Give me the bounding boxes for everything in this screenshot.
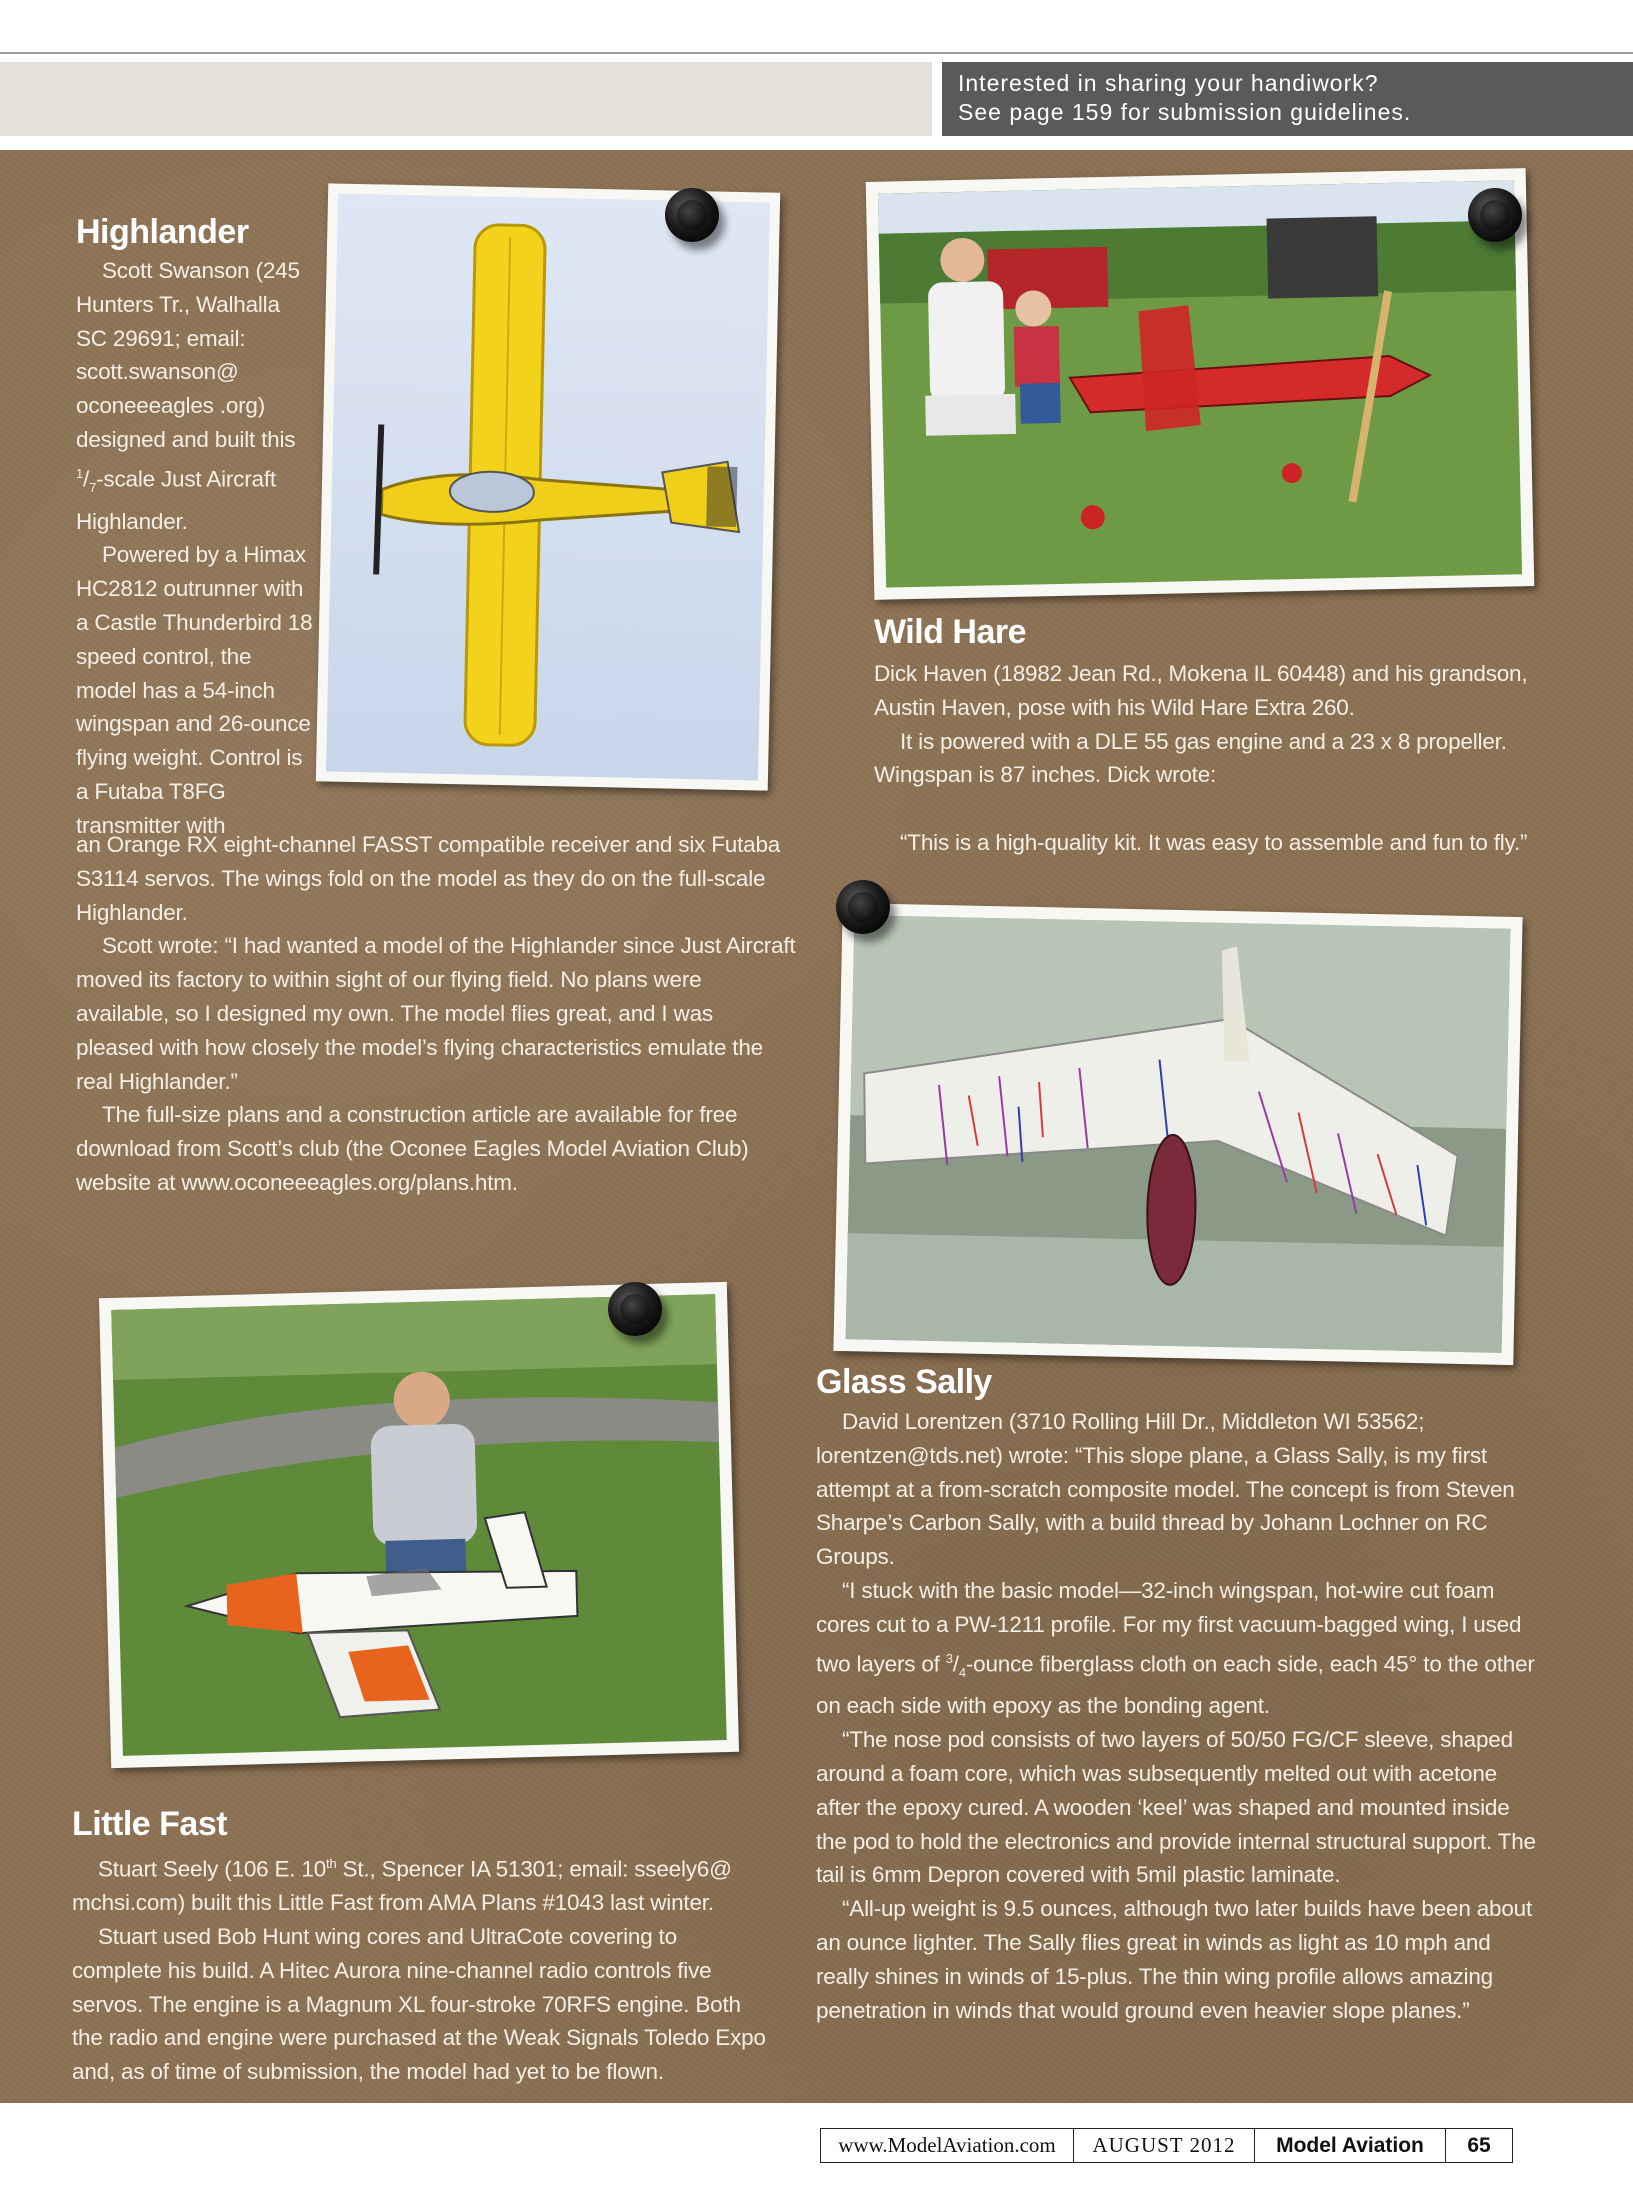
wild-hare-p2: It is powered with a DLE 55 gas engine and a 23 x 8 propeller. Wingspan is 87 inches. Dick wrote: — [874, 728, 1507, 788]
glass-sally-p2a: “I stuck with the basic model—32-inch wingspan, hot-wire cut foam cores cut to a PW-1211 profile. For my first vacuum-bagged wing, I used two layers of — [816, 1577, 1522, 1677]
little-fast-p1b: St., Spencer IA 51301; email: sseely6@ mchsi.com) built this Little Fast from AMA Plans #1043 last winter. — [72, 1856, 732, 1916]
footer-magazine: Model Aviation — [1255, 2129, 1446, 2162]
article-title-highlander: Highlander — [76, 213, 249, 251]
photo-glass-sally — [833, 903, 1522, 1365]
little-fast-p2: Stuart used Bob Hunt wing cores and UltraCote covering to complete his build. A Hitec Aurora nine-channel radio controls five servos. The engine is a Magnum XL four-stroke 70RFS engine. Both the radio and engine were purchased at the Weak Signals Toledo Expo and, as of time of submission, the model had yet to be flown. — [72, 1924, 766, 2085]
highlander-plane-image — [316, 183, 780, 790]
highlander-intro: Scott Swanson (245 Hunters Tr., Walhalla SC 29691; email: scott.swanson@ oconeeeagles .org) designed and built this $^1/_7$-scale Just Aircraft Highlander. Powered by a Himax HC2812 outrunner with a Castle Thunderbird 18 speed control, the model has a 54-inch wingspan and 26-ounce flying weight. Control is a Futaba T8FG transmitter with — [76, 254, 316, 843]
glass-sally-image — [833, 903, 1522, 1365]
fraction-numerator: 3 — [945, 1650, 953, 1666]
little-fast-image — [99, 1282, 739, 1768]
highlander-p4: The full-size plans and a construction article are available for free download from Scott’s club (the Oconee Eagles Model Aviation Club) website at www.oconeeeagles.org/plans.htm. — [76, 1102, 749, 1195]
wild-hare-body — [874, 657, 1539, 860]
highlander-body — [76, 828, 796, 1200]
highlander-p2: Powered by a Himax HC2812 outrunner with a Castle Thunderbird 18 speed control, the model has a 54-inch wingspan and 26-ounce flying weight. Control is a Futaba T8FG transmitter with — [76, 542, 313, 838]
pushpin-icon — [1468, 188, 1522, 242]
photo-little-fast — [99, 1282, 739, 1768]
glass-sally-p2b: -ounce fiberglass cloth on each side, each 45° to the other on each side with epoxy as the bonding agent. — [816, 1651, 1535, 1719]
banner-line-2: See page 159 for submission guidelines. — [958, 99, 1412, 125]
footer-issue: AUGUST 2012 — [1074, 2129, 1255, 2162]
banner-light-strip — [0, 62, 932, 136]
top-rule — [0, 52, 1633, 54]
highlander-p1-tail: -scale Just Aircraft Highlander. — [76, 466, 276, 534]
wild-hare-p1: Dick Haven (18982 Jean Rd., Mokena IL 60448) and his grandson, Austin Haven, pose with his Wild Hare Extra 260. — [874, 661, 1528, 720]
page-number: 65 — [1467, 2134, 1491, 2157]
fraction-numerator: 1 — [76, 465, 84, 481]
article-title-glass-sally: Glass Sally — [816, 1363, 992, 1401]
article-title-wild-hare: Wild Hare — [874, 613, 1027, 651]
banner-line-1: Interested in sharing your handiwork? — [958, 70, 1379, 96]
glass-sally-p3: “The nose pod consists of two layers of 50/50 FG/CF sleeve, shaped around a foam core, which was subsequently melted out with acetone after the epoxy cured. A wooden ‘keel’ was shaped and mounted inside the pod to hold the electronics and provide internal structural support. The tail is 6mm Depron covered with 5mil plastic laminate. — [816, 1727, 1536, 1888]
wild-hare-image — [866, 168, 1535, 600]
page-footer — [820, 2128, 1513, 2163]
little-fast-body — [72, 1847, 772, 2089]
pushpin-icon — [608, 1282, 662, 1336]
pushpin-icon — [665, 188, 719, 242]
fraction-denominator: 4 — [958, 1664, 966, 1680]
highlander-p1: Scott Swanson (245 Hunters Tr., Walhalla SC 29691; email: scott.swanson@ oconeeeagles .org) designed and built this — [76, 258, 300, 452]
fraction-denominator: 7 — [89, 479, 97, 495]
footer-website[interactable]: www.ModelAviation.com — [821, 2129, 1074, 2162]
highlander-p2-cont: an Orange RX eight-channel FASST compatible receiver and six Futaba S3114 servos. The wings fold on the model as they do on the full-scale Highlander. — [76, 832, 781, 925]
article-title-little-fast: Little Fast — [72, 1805, 228, 1843]
photo-highlander — [316, 183, 780, 790]
glass-sally-body: David Lorentzen (3710 Rolling Hill Dr., Middleton WI 53562; lorentzen@tds.net) wrote: “This slope plane, a Glass Sally, is my first attempt at a from-scratch composite model. The concept is from Steven Sharpe’s Carbon Sally, with a build thread by Johann Lochner on RC Groups. “I stuck with the basic model—32-inch wingspan, hot-wire cut foam cores cut to a PW-1211 profile. For my first vacuum-bagged wing, I used two layers of $^3/_4$-ounce fiberglass cloth on each side, each 45° to the other on each side with epoxy as the bonding agent. “The nose pod consists of two layers of 50/50 FG/CF sleeve, shaped around a foam core, which was subsequently melted out with acetone after the epoxy cured. A wooden ‘keel’ was shaped and mounted inside the pod to hold the electronics and provide internal structural support. The tail is 6mm Depron covered with 5mil plastic laminate. “All-up weight is 9.5 ounces, although two later builds have been about an ounce lighter. The Sally flies great in winds as light as 10 mph and really shines in winds of 15-plus. The thin wing profile allows amazing penetration in winds that would ground even heavier slope planes.” — [816, 1405, 1536, 2027]
ordinal-suffix: th — [326, 1856, 337, 1871]
pushpin-icon — [836, 880, 890, 934]
submission-banner — [942, 62, 1633, 136]
photo-wild-hare — [866, 168, 1535, 600]
glass-sally-p1: David Lorentzen (3710 Rolling Hill Dr., Middleton WI 53562; lorentzen@tds.net) wrote: “This slope plane, a Glass Sally, is my first attempt at a from-scratch composite model. The concept is from Steven Sharpe’s Carbon Sally, with a build thread by Johann Lochner on RC Groups. — [816, 1409, 1515, 1570]
highlander-p3: Scott wrote: “I had wanted a model of the Highlander since Just Aircraft moved its factory to within sight of our flying field. No plans were available, so I designed my own. The model flies great, and I was pleased with how closely the model’s flying characteristics emulate the real Highlander.” — [76, 933, 796, 1094]
glass-sally-p4: “All-up weight is 9.5 ounces, although two later builds have been about an ounce lighter. The Sally flies great in winds as light as 10 mph and really shines in winds of 15-plus. The thin wing profile allows amazing penetration in winds that would ground even heavier slope planes.” — [816, 1896, 1533, 2023]
little-fast-p1a: Stuart Seely (106 E. 10 — [98, 1856, 327, 1882]
wild-hare-quote: “This is a high-quality kit. It was easy to assemble and fun to fly.” — [900, 830, 1528, 856]
